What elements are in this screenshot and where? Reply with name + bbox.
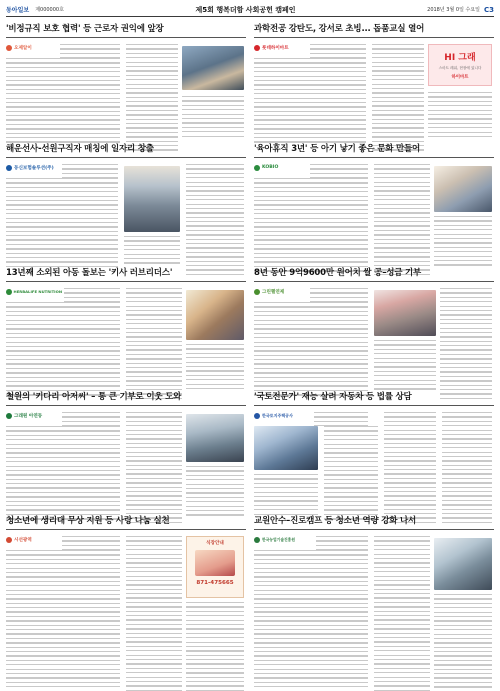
- logo-mark-icon: [6, 165, 12, 171]
- caption-block: [182, 96, 244, 140]
- company-name: 한국토지주택공사: [262, 412, 293, 418]
- divider: [254, 37, 494, 38]
- text-block: [126, 44, 178, 154]
- text-block: [254, 302, 368, 399]
- article-photo: [124, 166, 180, 232]
- logo-mark-icon: [254, 537, 260, 543]
- page-number: C3: [483, 5, 494, 14]
- company-logo: [6, 410, 60, 421]
- section-title: 제5회 행복더함 사회공헌 캠페인: [195, 5, 296, 14]
- ad-phone: 871-475665: [196, 580, 234, 586]
- article-7: [254, 390, 494, 514]
- article-headline: 청소년에 생리대 무상 지원 등 사랑 나눔 실천: [6, 516, 170, 526]
- logo-mark-icon: [254, 45, 260, 51]
- text-block: [384, 412, 436, 526]
- company-name: 그린헬연제: [262, 289, 285, 295]
- logo-mark-icon: [254, 165, 260, 171]
- company-name: 롯데하이마트: [262, 45, 289, 51]
- caption-block: [434, 594, 492, 691]
- text-block: [126, 412, 182, 526]
- article-0: [6, 22, 246, 142]
- article-photo: [182, 46, 244, 90]
- article-1: [254, 22, 494, 142]
- article-photo: [254, 426, 318, 470]
- article-headline: 과학전공 강탄도, 강서로 초빙... 돕품교실 열어: [254, 24, 425, 34]
- logo-mark-icon: [6, 289, 12, 295]
- article-photo: [434, 166, 492, 212]
- sikjang-ad: [186, 536, 244, 598]
- paper-name: 동아일보: [6, 7, 30, 14]
- text-block: [6, 58, 120, 146]
- article-6: [6, 390, 246, 514]
- caption-block: [434, 216, 492, 269]
- divider: [254, 281, 494, 282]
- caption-block: [374, 340, 436, 393]
- article-headline: 8년 동안 9억9600만 원어치 쌀 공–성금 기부: [254, 268, 422, 278]
- text-block: [254, 178, 368, 275]
- article-photo: [186, 414, 244, 462]
- company-name: 그래원 아연동: [14, 413, 43, 419]
- article-9: [254, 514, 494, 686]
- logo-mark-icon: [6, 537, 12, 543]
- divider: [6, 405, 246, 406]
- company-name: 오제알이: [14, 45, 32, 51]
- company-logo: [254, 286, 308, 297]
- divider: [254, 405, 494, 406]
- company-logo: [6, 162, 60, 173]
- company-logo: [6, 42, 58, 53]
- ad-image: [195, 550, 235, 576]
- article-headline: 교원안수–진로캠프 등 청소년 역량 강화 나서: [254, 516, 417, 526]
- company-name: 동신보험솔루션(주): [14, 165, 54, 171]
- text-block: [126, 536, 182, 691]
- company-logo: [254, 42, 308, 53]
- logo-mark-icon: [254, 413, 260, 419]
- article-headline: '국토전문가' 재능 살려 자동차 등 법률 상담: [254, 392, 412, 402]
- logo-mark-icon: [6, 413, 12, 419]
- text-block: [440, 288, 492, 402]
- divider: [6, 157, 246, 158]
- caption-block: [124, 236, 180, 267]
- text-block: [372, 44, 424, 154]
- text-block: [442, 412, 492, 526]
- article-5: [254, 266, 494, 390]
- article-headline: 해운선사-선원구직자 매칭에 일자리 창출: [6, 144, 154, 154]
- article-headline: '비정규직 보호 협력' 등 근로자 권익에 앞장: [6, 24, 164, 34]
- company-name: HERBALIFE NUTRITION: [13, 289, 62, 294]
- caption-block: [186, 344, 244, 392]
- masthead: [6, 3, 494, 17]
- article-2: [6, 142, 246, 266]
- article-photo: [186, 290, 244, 340]
- company-logo: [6, 286, 62, 297]
- text-block: [374, 164, 430, 278]
- text-block: [6, 178, 118, 270]
- company-name: KOBIO: [262, 165, 279, 170]
- article-3: [254, 142, 494, 266]
- text-block: [186, 164, 244, 278]
- divider: [6, 281, 246, 282]
- divider: [254, 157, 494, 158]
- logo-mark-icon: [6, 45, 12, 51]
- text-block: [6, 550, 120, 691]
- article-headline: 철원의 '키다리 아저씨' – 통 큰 기부로 이웃 도와: [6, 392, 182, 402]
- issue-number: 제000000호: [35, 7, 64, 13]
- article-photo: [374, 290, 436, 336]
- ad-subtext: 스마트 레위, 현장에 있니다: [438, 66, 482, 70]
- ad-headline: HI 그래: [444, 53, 476, 63]
- text-block: [254, 550, 368, 691]
- text-block: [126, 288, 182, 402]
- caption-block: [186, 466, 244, 519]
- text-block: [6, 426, 120, 523]
- article-photo: [434, 538, 492, 590]
- text-block: [6, 302, 120, 399]
- divider: [6, 37, 246, 38]
- logo-mark-icon: [254, 289, 260, 295]
- divider: [254, 529, 494, 530]
- company-name: 시선광역: [14, 537, 32, 543]
- caption-block: [428, 92, 492, 140]
- company-logo: [254, 534, 314, 545]
- text-block: [186, 602, 244, 691]
- company-logo: [254, 410, 312, 421]
- article-headline: 13년째 소외된 아동 돌보는 '키사 러브리더스': [6, 268, 173, 278]
- text-block: [324, 426, 378, 523]
- caption-block: [254, 474, 318, 518]
- company-logo: [6, 534, 60, 545]
- hi-campaign-ad: [428, 44, 492, 86]
- ad-brand: 하이마트: [451, 75, 469, 80]
- company-name: 한국농업기술진흥원: [262, 536, 296, 542]
- article-4: [6, 266, 246, 390]
- article-8: [6, 514, 246, 686]
- text-block: [374, 536, 430, 691]
- text-block: [254, 58, 366, 146]
- company-logo: [254, 162, 308, 173]
- ad-brand: 식장안내: [206, 541, 224, 546]
- issue-date: 2018년 3월 0일 수요일: [427, 7, 480, 13]
- divider: [6, 529, 246, 530]
- article-headline: '육아휴직 3년' 등 아기 낳기 좋은 문화 만들어: [254, 144, 421, 154]
